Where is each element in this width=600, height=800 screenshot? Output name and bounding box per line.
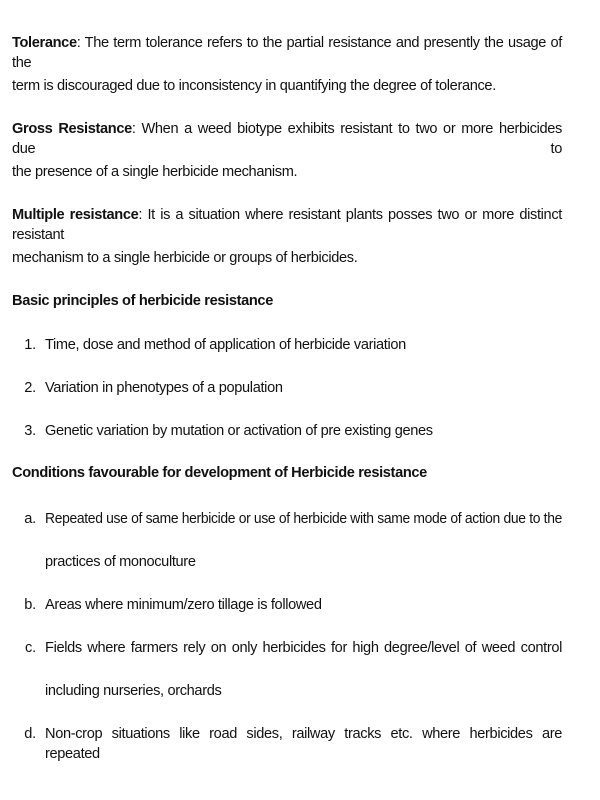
list-marker: 1. — [24, 337, 36, 353]
condition-item-line-1: Repeated use of same herbicide or use of herbicide with same mode of action due to the — [45, 511, 562, 527]
definition-multiple-resistance-line-2: mechanism to a single herbicide or groups of herbicides. — [12, 250, 358, 266]
definition-tolerance-line-1 — [12, 33, 562, 73]
list-marker: c. — [25, 640, 36, 656]
list-marker: 2. — [24, 380, 36, 396]
principle-item: Variation in phenotypes of a population — [45, 380, 283, 396]
definition-text: : When a weed biotype exhibits resistant to two or more herbicides due to — [12, 121, 562, 157]
definition-term: Multiple resistance — [12, 207, 139, 223]
condition-item-line-1: Areas where minimum/zero tillage is followed — [45, 597, 322, 613]
definition-gross-resistance-line-1 — [12, 119, 562, 159]
definition-text: : It is a situation where resistant plants posses two or more distinct resistant — [12, 207, 562, 243]
list-marker: 3. — [24, 423, 36, 439]
condition-item-line-1: Fields where farmers rely on only herbicides for high degree/level of weed control — [45, 640, 562, 656]
conditions-heading: Conditions favourable for development of Herbicide resistance — [12, 465, 427, 481]
definition-text: : The term tolerance refers to the partial resistance and presently the usage of the — [12, 35, 562, 71]
condition-item-line-1: Non-crop situations like road sides, railway tracks etc. where herbicides are repeated — [45, 726, 562, 762]
definition-term: Gross Resistance — [12, 121, 132, 137]
list-marker: a. — [24, 511, 36, 527]
definition-term: Tolerance — [12, 35, 77, 51]
definition-tolerance-line-2: term is discouraged due to inconsistency in quantifying the degree of tolerance. — [12, 78, 496, 94]
list-marker: b. — [24, 597, 36, 613]
definition-multiple-resistance-line-1 — [12, 205, 562, 245]
definition-gross-resistance-line-2: the presence of a single herbicide mechanism. — [12, 164, 298, 180]
condition-item-line-2: including nurseries, orchards — [45, 683, 222, 699]
principles-heading: Basic principles of herbicide resistance — [12, 293, 273, 309]
principle-item: Genetic variation by mutation or activation of pre existing genes — [45, 423, 433, 439]
principle-item: Time, dose and method of application of herbicide variation — [45, 337, 406, 353]
condition-item-line-2: practices of monoculture — [45, 554, 196, 570]
list-marker: d. — [24, 726, 36, 742]
